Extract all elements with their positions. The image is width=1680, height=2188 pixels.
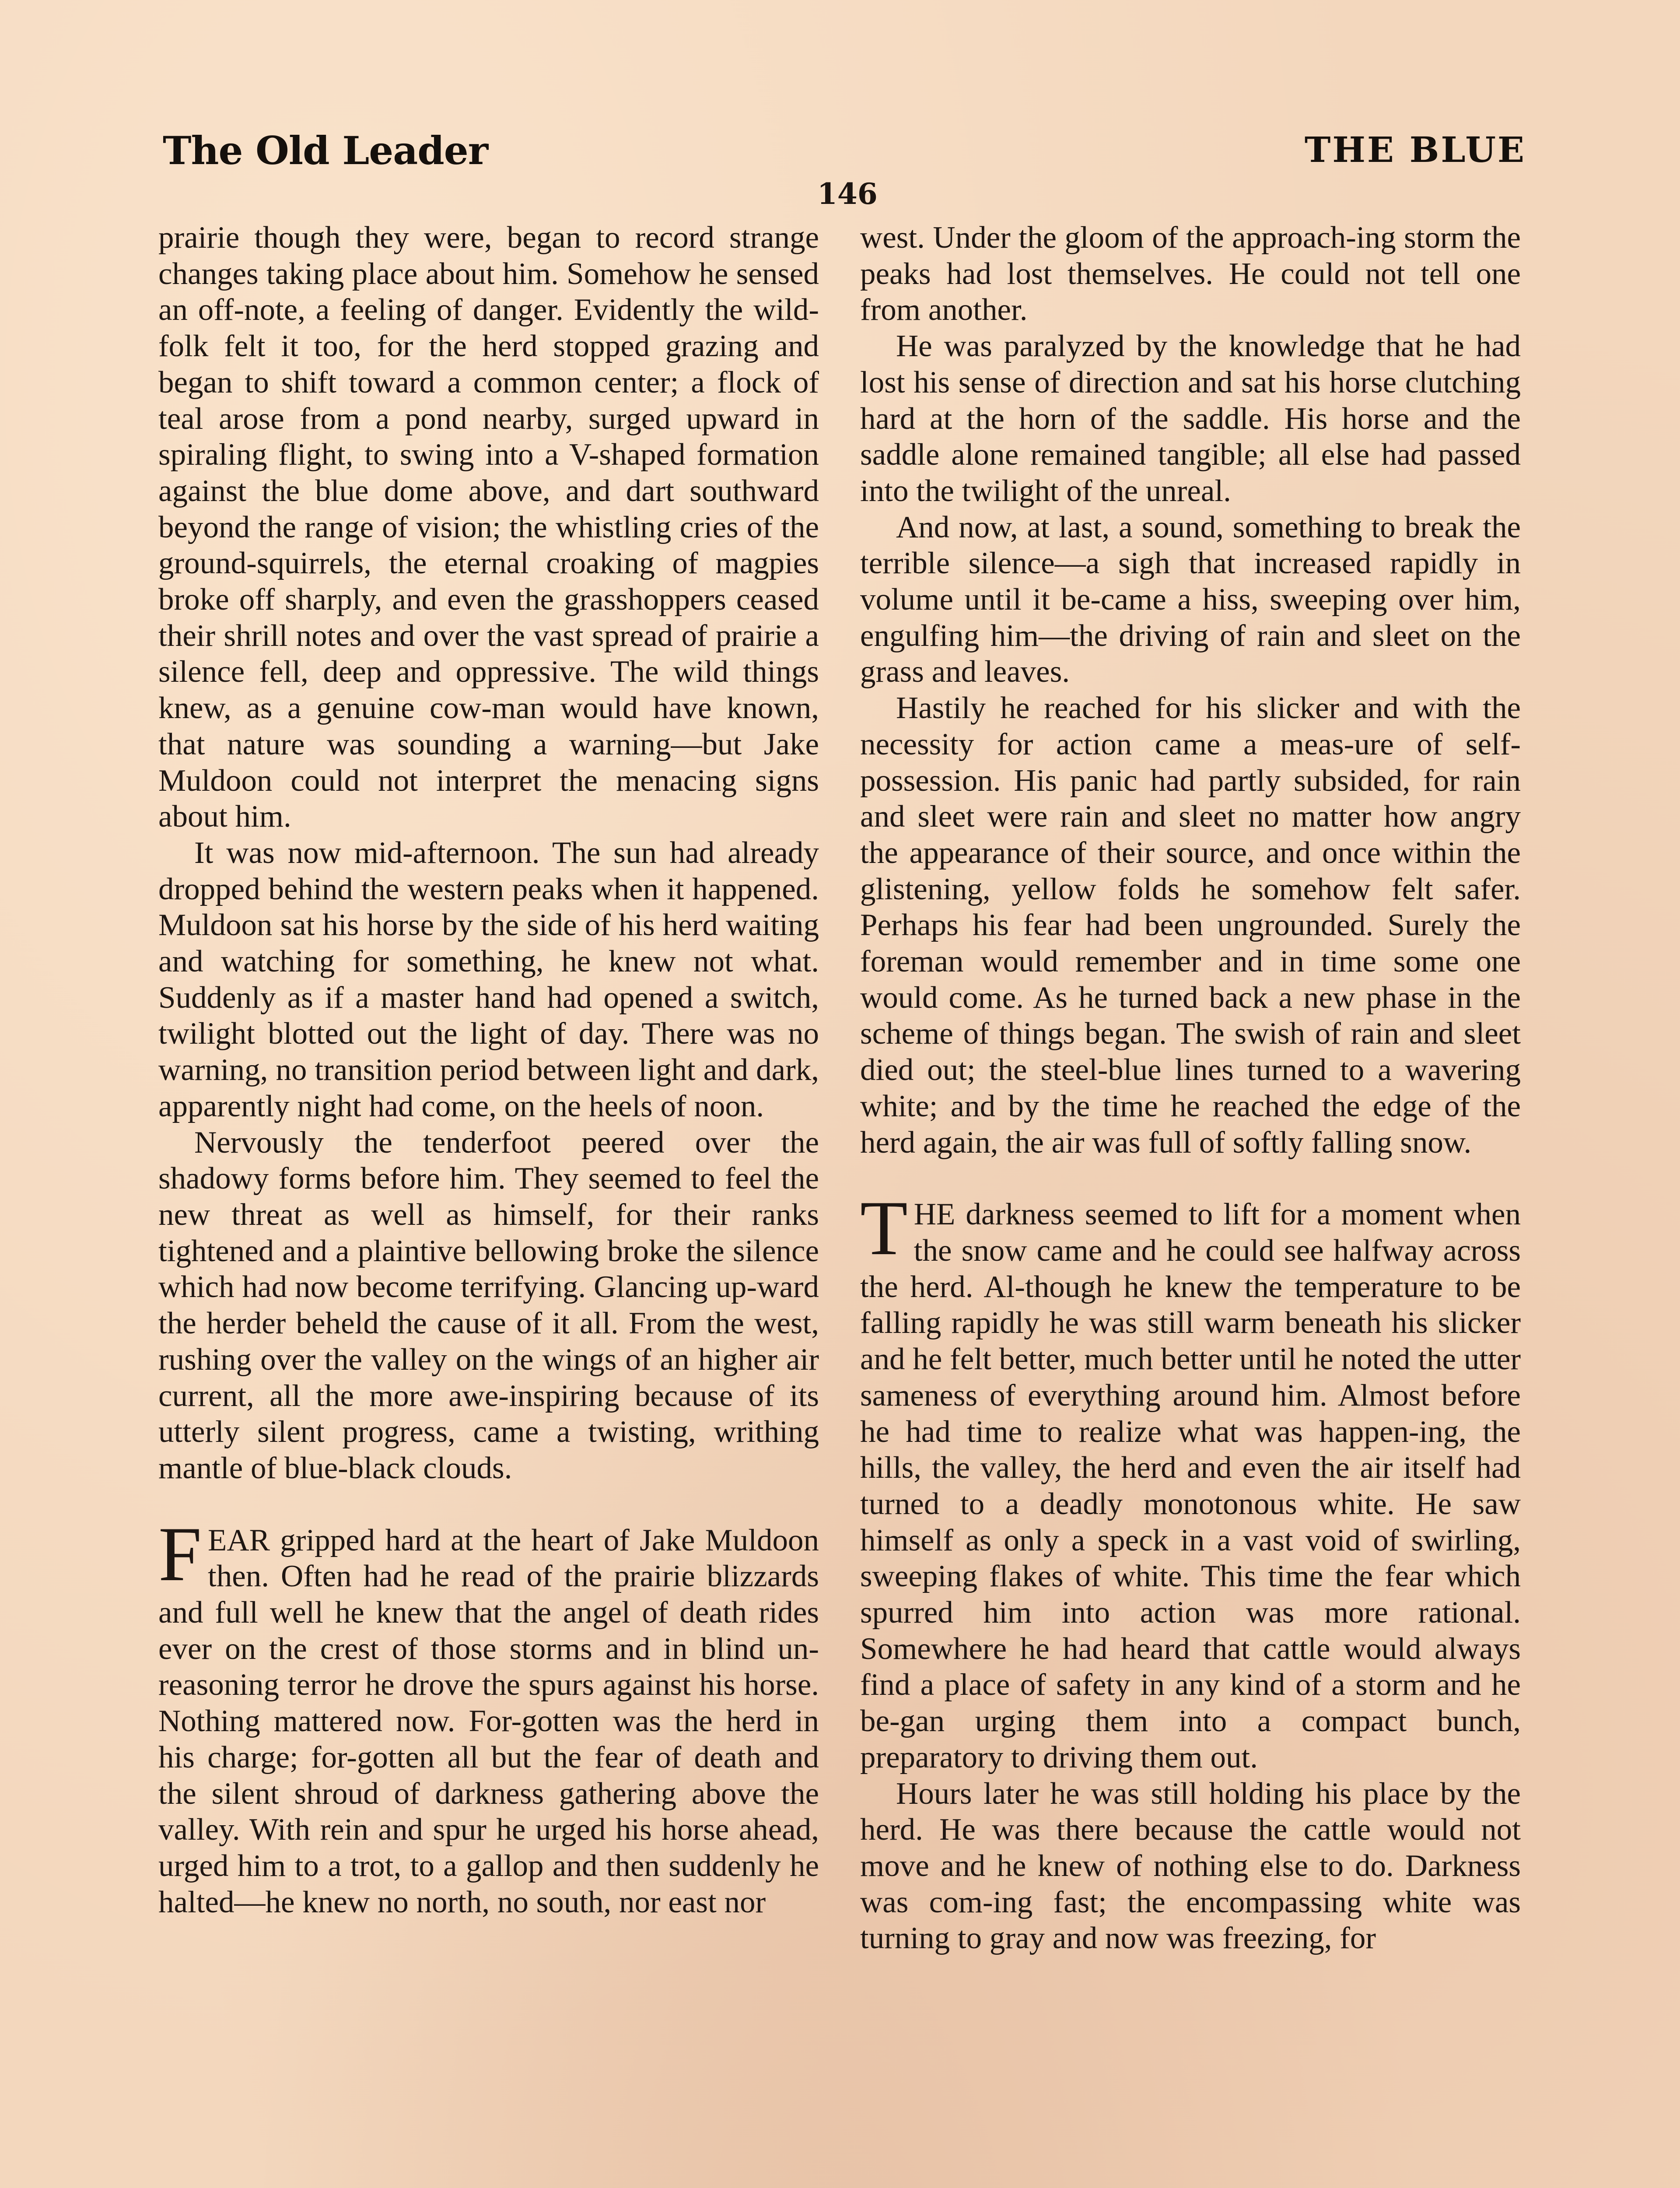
running-title: The Old Leader <box>163 128 488 173</box>
paragraph: Hastily he reached for his slicker and with the necessity for action came a meas-ure of self-possession. His panic had partly subsided, for rain and sleet were rain and sleet no matter how angry the appearance of their source, and once within the glistening, yellow folds he somehow felt safer. Perhaps his fear had been ungrounded. Surely the foreman would remember and in time some one would come. As he turned back a new phase in the scheme of things began. The swish of rain and sleet died out; the steel-blue lines turned to a wavering white; and by the time he reached the edge of the herd again, the air was full of softly falling snow. <box>860 691 1521 1160</box>
section-paragraph: FEAR gripped hard at the heart of Jake Muldoon then. Often had he read of the prairie blizzards and full well he knew that the angel of death rides ever on the crest of those storms and in blind un-reasoning terror he drove the spurs against his horse. Nothing mattered now. For-gotten was the herd in his charge; for-gotten all but the fear of death and the silent shroud of darkness gathering above the valley. With rein and spur he urged his horse ahead, urged him to a trot, to a gallop and then suddenly he halted—he knew no north, no south, nor east nor <box>158 1510 819 1919</box>
paragraph: west. Under the gloom of the approach-ing storm the peaks had lost themselves. He could not tell one from another. <box>860 221 1521 327</box>
paragraph: And now, at last, a sound, something to break the terrible silence—a sigh that increased rapidly in volume until it be-came a hiss, sweeping over him, engulfing him—the driving of rain and sleet on the grass and leaves. <box>860 510 1521 689</box>
page-number: 146 <box>817 177 878 211</box>
paragraph: Nervously the tenderfoot peered over the shadowy forms before him. They seemed to feel the new threat as well as himself, for their ranks tightened and a plaintive bellowing broke the silence which had now become terrifying. Glancing up-ward the herder beheld the cause of it all. From the west, rushing over the valley on the wings of an higher air current, all the more awe-inspiring because of its utterly silent progress, came a twisting, writhing mantle of blue-black clouds. <box>158 1125 819 1485</box>
left-column <box>158 220 819 1920</box>
paragraph: He was paralyzed by the knowledge that he had lost his sense of direction and sat his horse clutching hard at the horn of the saddle. His horse and the saddle alone remained tangible; all else had passed into the twilight of the unreal. <box>860 329 1521 508</box>
magazine-title: THE BLUE <box>1304 129 1526 170</box>
section-paragraph: THE darkness seemed to lift for a moment when the snow came and he could see halfway across the herd. Al-though he knew the temperature to be falling rapidly he was still warm beneath his slicker and he felt better, much better until he noted the utter sameness of everything around him. Almost before he had time to realize what was happen-ing, the hills, the valley, the herd and even the air itself had turned to a deadly monotonous white. He saw himself as only a speck in a vast void of swirling, sweeping flakes of white. This time the fear which spurred him into action was more rational. Somewhere he had heard that cattle would always find a place of safety in any kind of a storm and he be-gan urging them into a compact bunch, preparatory to driving them out. <box>860 1185 1521 1774</box>
right-column <box>860 220 1521 1957</box>
paragraph: prairie though they were, began to record strange changes taking place about him. Somehow he sensed an off-note, a feeling of danger. Evidently the wild-folk felt it too, for the herd stopped grazing and began to shift toward a common center; a flock of teal arose from a pond nearby, surged upward in spiraling flight, to swing into a V-shaped formation against the blue dome above, and dart southward beyond the range of vision; the whistling cries of the ground-squirrels, the eternal croaking of magpies broke off sharply, and even the grasshoppers ceased their shrill notes and over the vast spread of prairie a silence fell, deep and oppressive. The wild things knew, as a genuine cow-man would have known, that nature was sounding a warning—but Jake Muldoon could not interpret the menacing signs about him. <box>158 221 819 834</box>
paragraph: Hours later he was still holding his place by the herd. He was there because the cattle would not move and he knew of nothing else to do. Darkness was com-ing fast; the encompassing white was turning to gray and now was freezing, for <box>860 1776 1521 1956</box>
paragraph: It was now mid-afternoon. The sun had already dropped behind the western peaks when it happened. Muldoon sat his horse by the side of his herd waiting and watching for something, he knew not what. Suddenly as if a master hand had opened a switch, twilight blotted out the light of day. There was no warning, no transition period between light and dark, apparently night had come, on the heels of noon. <box>158 835 819 1123</box>
